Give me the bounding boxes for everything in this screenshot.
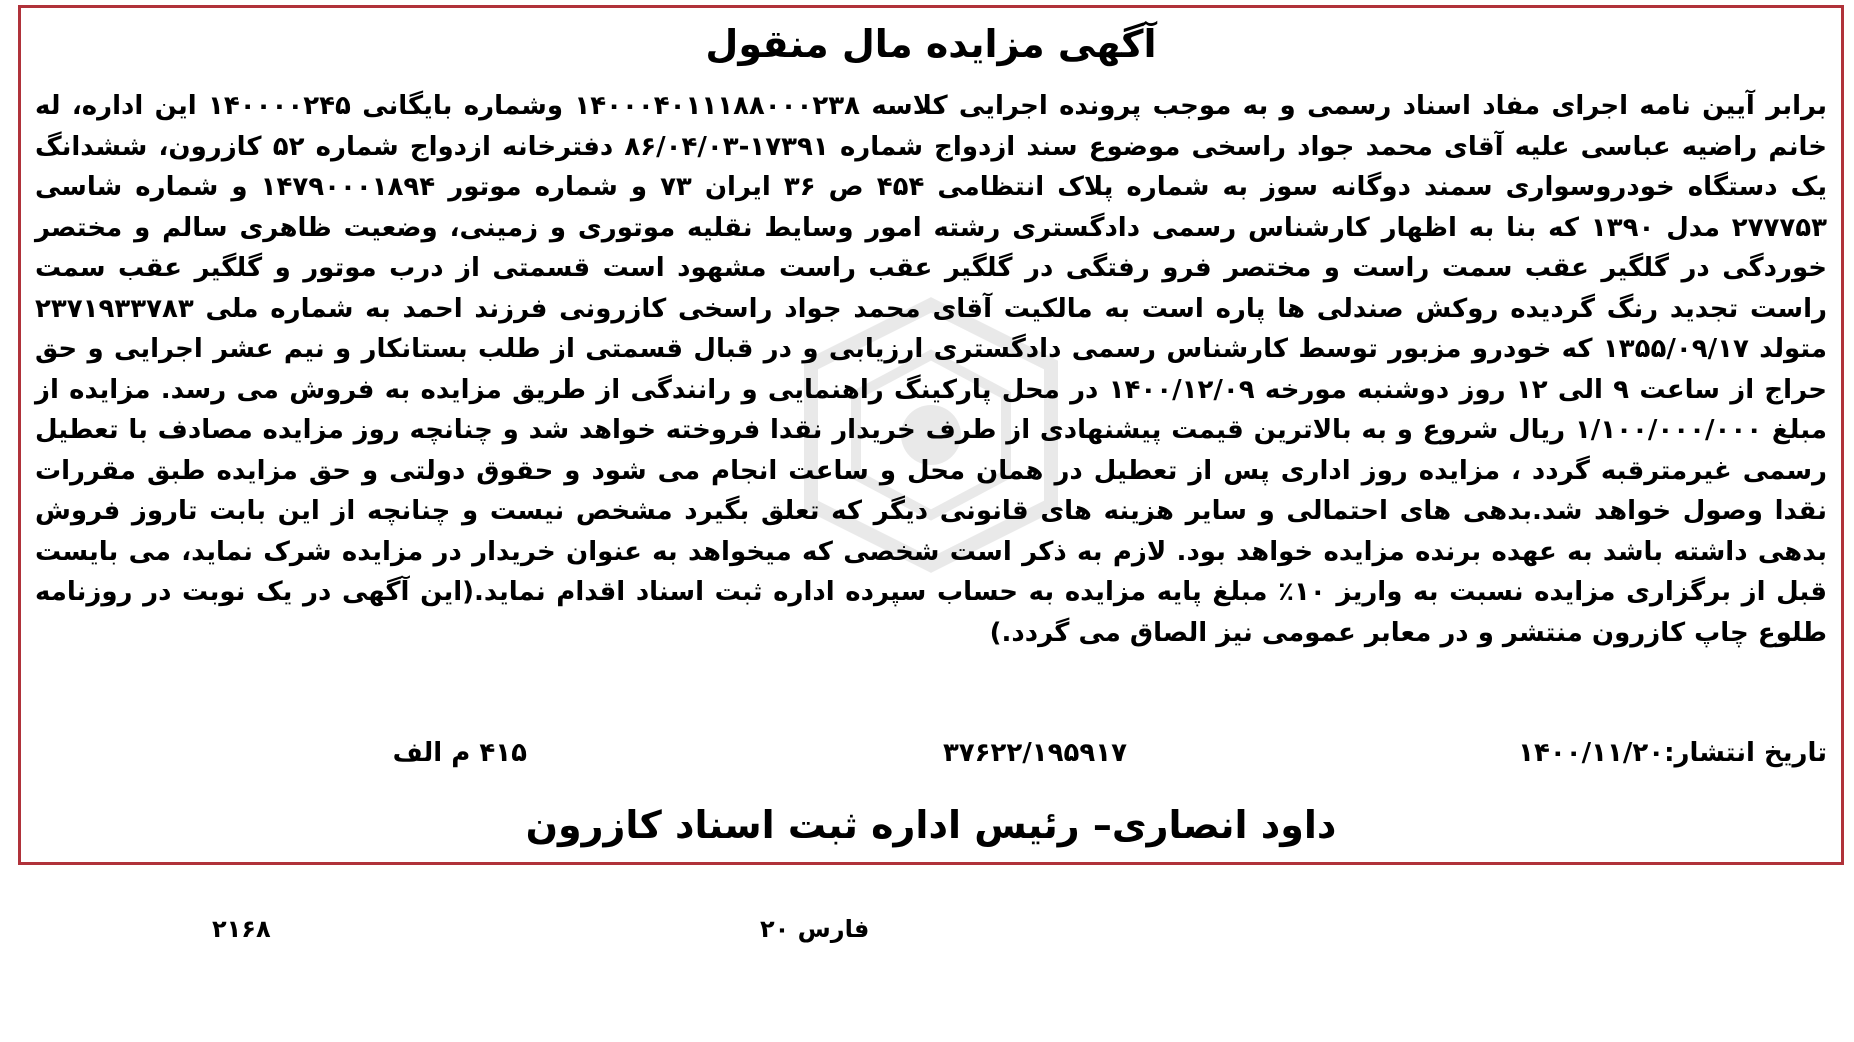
notice-meta-row	[35, 738, 1827, 782]
notice-code: ۴۱۵ م الف	[392, 738, 527, 768]
notice-title: آگهی مزایده مال منقول	[705, 22, 1157, 66]
footer-number: ۲۱۶۸	[212, 915, 271, 943]
footer-page-label: فارس ۲۰	[760, 915, 870, 943]
notice-body: برابر آیین نامه اجرای مفاد اسناد رسمی و به موجب پرونده اجرایی کلاسه ۱۴۰۰۰۴۰۱۱۱۸۸۰۰۰۲۳۸ وشماره بایگانی ۱۴۰۰۰۰۲۴۵ این اداره، له خانم راضیه عباسی علیه آقای محمد جواد راسخی موضوع سند ازدواج شماره ۱۷۳۹۱-۸۶/۰۴/۰۳ دفترخانه ازدواج شماره ۵۲ کازرون، ششدانگ یک دستگاه خودروسواری سمند دوگانه سوز به شماره پلاک انتظامی ۴۵۴ ص ۳۶ ایران ۷۳ و شماره موتور ۱۴۷۹۰۰۰۱۸۹۴ و شماره شاسی ۲۷۷۷۵۳ مدل ۱۳۹۰ که بنا به اظهار کارشناس رسمی دادگستری رشته امور وسایط نقلیه موتوری و زمینی، وضعیت ظاهری سالم و مختصر خوردگی در گلگیر عقب سمت راست و مختصر فرو رفتگی در گلگیر عقب راست مشهود است قسمتی از درب موتور و گلگیر عقب سمت راست تجدید رنگ گردیده روکش صندلی ها پاره است به مالکیت آقای محمد جواد راسخی کازرونی فرزند احمد به شماره ملی ۲۳۷۱۹۳۳۷۸۳ متولد ۱۳۵۵/۰۹/۱۷ که خودرو مزبور توسط کارشناس رسمی دادگستری ارزیابی و در قبال قسمتی از طلب بستانکار و نیم عشر اجرایی و حق حراج از ساعت ۹ الی ۱۲ روز دوشنبه مورخه ۱۴۰۰/۱۲/۰۹ در محل پارکینگ راهنمایی و رانندگی از طریق مزایده به فروش می رسد. مزایده از مبلغ ۱/۱۰۰/۰۰۰/۰۰۰ ریال شروع و به بالاترین قیمت پیشنهادی از طرف خریدار نقدا فروخته خواهد شد و چنانچه روز مزایده مصادف با تعطیل رسمی غیرمترقبه گردد ، مزایده روز اداری پس از تعطیل در همان محل و ساعت انجام می شود و حقوق دولتی و حق مزایده طبق مقررات نقدا وصول خواهد شد.بدهی های احتمالی و سایر هزینه های قانونی دیگر که تعلق بگیرد مشخص نیست و چنانچه از این بابت تاروز فروش بدهی داشته باشد به عهده برنده مزایده خواهد بود. لازم به ذکر است شخصی که میخواهد به عنوان خریدار در مزایده شرک نماید، می بایست قبل از برگزاری مزایده نسبت به واریز ۱۰٪ مبلغ پایه مزایده به حساب سپرده اداره ثبت اسناد اقدام نماید.(این آگهی در یک نوبت در روزنامه طلوع چاپ کازرون منتشر و در معابر عمومی نیز الصاق می گردد.)	[35, 91, 1827, 648]
notice-frame	[18, 5, 1844, 865]
signature-line: داود انصاری– رئیس اداره ثبت اسناد کازرون	[525, 803, 1337, 847]
publish-date: تاریخ انتشار:۱۴۰۰/۱۱/۲۰	[1518, 738, 1827, 768]
reference-number: ۳۷۶۲۲/۱۹۵۹۱۷	[942, 738, 1127, 768]
